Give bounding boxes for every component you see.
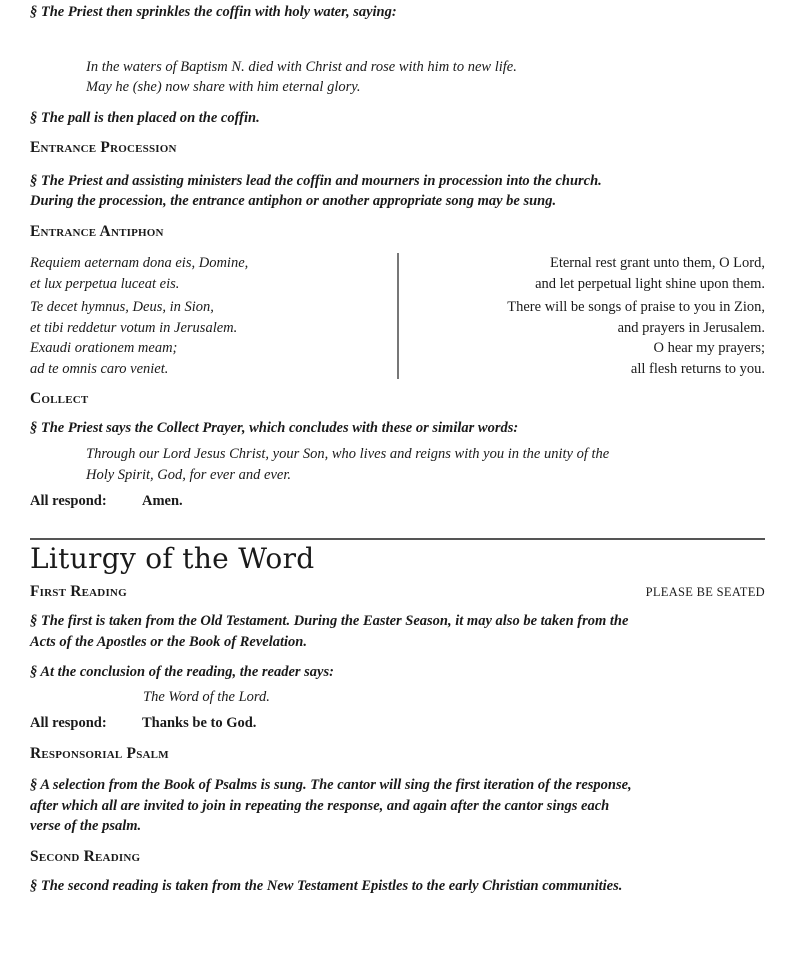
procession-rubric: During the procession, the entrance antiphon or another appropriate song may be sung.: [30, 193, 557, 209]
english-line: and prayers in Jerusalem.: [617, 319, 765, 336]
sprinkle-prayer-line: May he (she) now share with him eternal glory.: [86, 79, 361, 95]
second-reading-rubric: § The second reading is taken from the New Testament Epistles to the early Christian communities.: [30, 878, 623, 894]
collect-heading: Collect: [30, 390, 89, 407]
responsorial-psalm-heading: Responsorial Psalm: [30, 744, 169, 762]
antiphon-columns: [30, 253, 765, 379]
english-line: There will be songs of praise to you in Zion,: [507, 299, 765, 315]
collect-response: [30, 491, 765, 512]
response-text: Amen.: [142, 493, 183, 509]
respond-label: All respond:: [30, 493, 107, 509]
english-line: all flesh returns to you.: [630, 360, 765, 377]
english-line: and let perpetual light shine upon them.: [535, 275, 765, 292]
sprinkle-prayer-line: In the waters of Baptism N. died with Christ and rose with him to new life.: [86, 58, 517, 75]
english-line: O hear my prayers;: [653, 340, 765, 356]
psalm-rubric: verse of the psalm.: [30, 818, 142, 834]
entrance-procession-heading: Entrance Procession: [30, 139, 177, 156]
antiphon-latin: [30, 253, 380, 379]
latin-line: Exaudi orationem meam;: [30, 340, 178, 356]
pall-rubric: § The pall is then placed on the coffin.: [30, 109, 260, 126]
entrance-antiphon-heading: Entrance Antiphon: [30, 222, 164, 240]
latin-line: et tibi reddetur votum in Jerusalem.: [30, 319, 238, 336]
first-reading-header: [30, 582, 765, 603]
response-text: Thanks be to God.: [142, 715, 257, 731]
respond-label: All respond:: [30, 715, 107, 731]
latin-line: Requiem aeternam dona eis, Domine,: [30, 255, 249, 271]
collect-prayer-line: Holy Spirit, God, for ever and ever.: [86, 466, 291, 483]
second-reading-heading: Second Reading: [30, 847, 141, 865]
first-reading-rubric: Acts of the Apostles or the Book of Revelation.: [30, 633, 307, 650]
first-reading-response: [30, 713, 765, 734]
reader-rubric: § At the conclusion of the reading, the reader says:: [30, 664, 334, 680]
first-reading-heading: First Reading: [30, 582, 127, 600]
antiphon-english: [415, 253, 765, 379]
first-reading-rubric: § The first is taken from the Old Testament. During the Easter Season, it may also be taken from the: [30, 613, 629, 629]
collect-prayer-line: Through our Lord Jesus Christ, your Son, who lives and reigns with you in the unity of the: [86, 446, 610, 462]
reader-line: The Word of the Lord.: [143, 688, 270, 705]
english-line: Eternal rest grant unto them, O Lord,: [549, 255, 765, 271]
column-divider: [397, 253, 399, 379]
latin-line: Te decet hymnus, Deus, in Sion,: [30, 299, 214, 315]
procession-rubric: § The Priest and assisting ministers lead the coffin and mourners in procession into the church.: [30, 172, 602, 189]
collect-rubric: § The Priest says the Collect Prayer, which concludes with these or similar words:: [30, 419, 519, 436]
psalm-rubric: after which all are invited to join in repeating the response, and again after the cantor sings each: [30, 797, 610, 814]
posture-instruction: PLEASE BE SEATED: [645, 584, 765, 599]
sprinkle-rubric: § The Priest then sprinkles the coffin with holy water, saying:: [30, 4, 397, 20]
section-title: Liturgy of the Word: [30, 541, 315, 575]
latin-line: ad te omnis caro veniet.: [30, 360, 169, 377]
psalm-rubric: § A selection from the Book of Psalms is sung. The cantor will sing the first iteration of the response,: [30, 777, 632, 793]
latin-line: et lux perpetua luceat eis.: [30, 275, 180, 292]
